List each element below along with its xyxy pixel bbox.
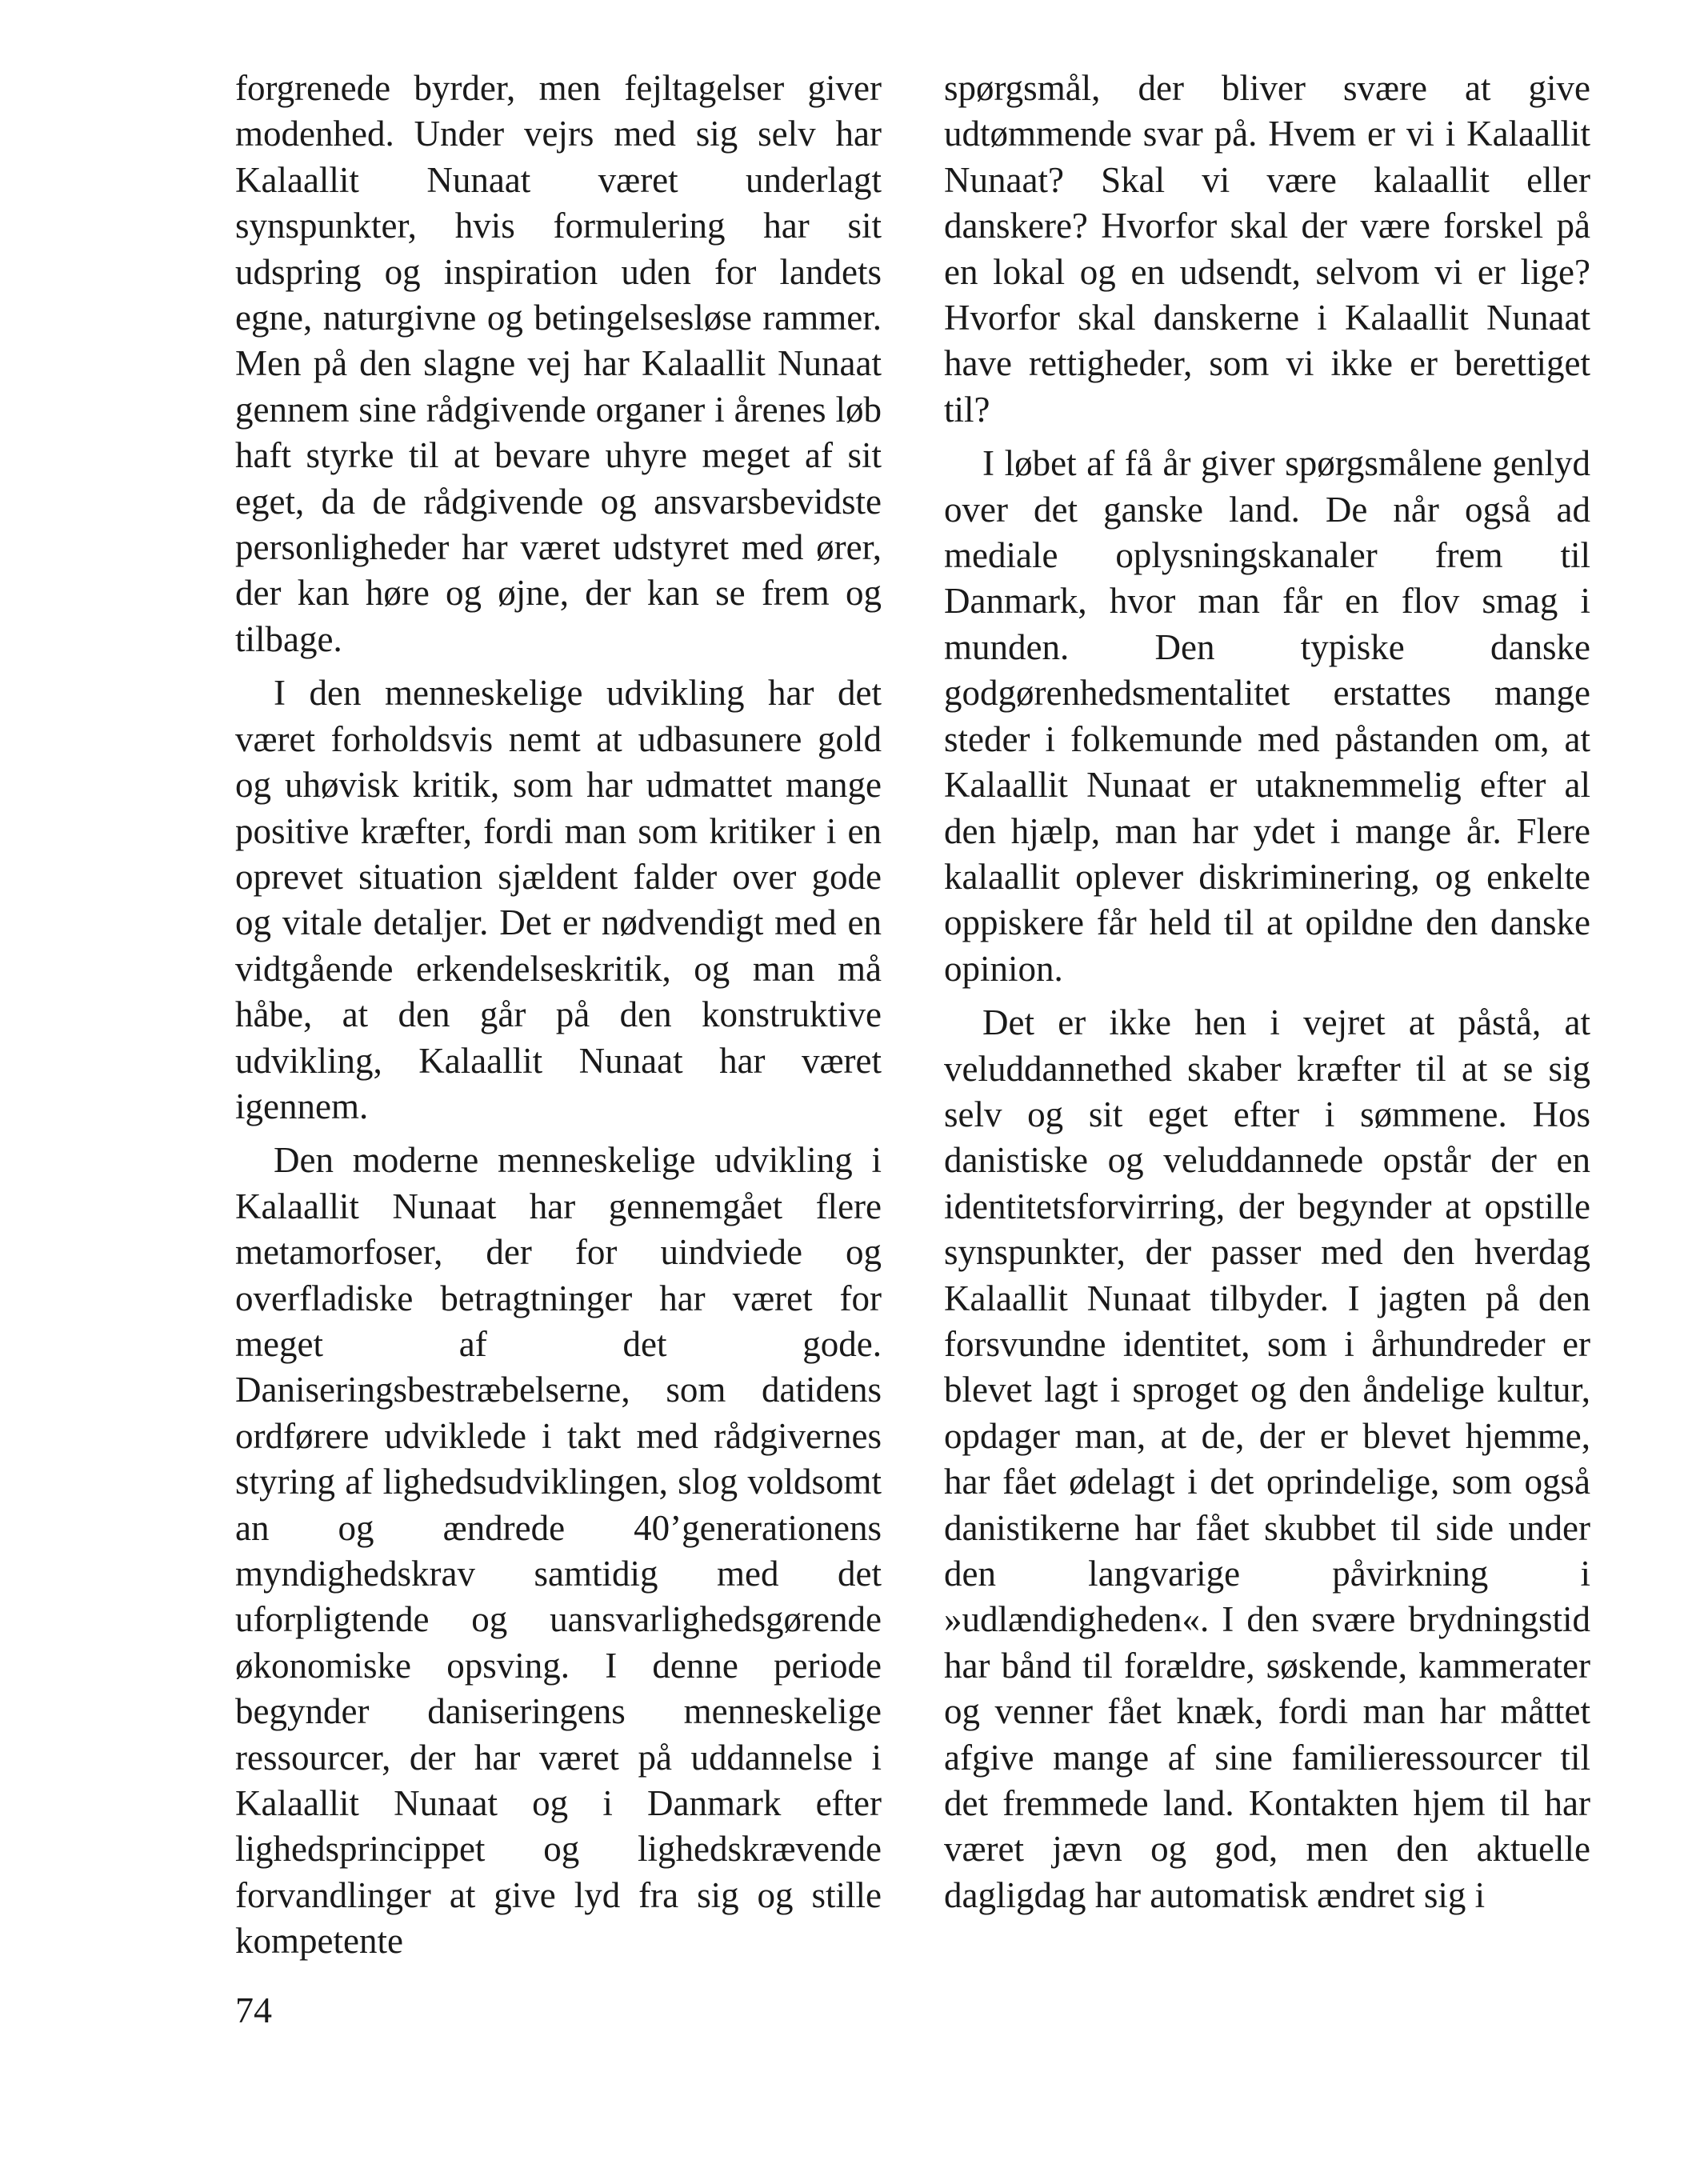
right-paragraph-1: spørgsmål, der bliver svære at give udtømmende svar på. Hvem er vi i Kalaallit Nunaat? Skal vi være kalaallit eller danskere? Hvorfor skal der være forskel på en lokal og en udsendt, selvom vi er lige? Hvorfor skal danskerne i Kalaallit Nunaat have rettigheder, som vi ikke er berettiget til?: [944, 68, 1590, 430]
right-paragraph-2: I løbet af få år giver spørgsmålene genlyd over det ganske land. De når også ad mediale oplysningskanaler frem til Danmark, hvor man får en flov smag i munden. Den typiske danske godgørenhedsmentalitet erstattes mange steder i folkemunde med påstanden om, at Kalaallit Nunaat er utaknemmelig efter al den hjælp, man har ydet i mange år. Flere kalaallit oplever diskriminering, og enkelte oppiskere får held til at opildne den danske opinion.: [944, 443, 1590, 989]
left-text-column: [235, 66, 882, 1965]
right-paragraph-3: Det er ikke hen i vejret at påstå, at veluddannethed skaber kræfter til at se sig selv og sit eget efter i sømmene. Hos danistiske og veluddannede opstår der en identitetsforvirring, der begynder at opstille synspunkter, der passer med den hverdag Kalaallit Nunaat tilbyder. I jagten på den forsvundne identitet, som i århundreder er blevet lagt i sproget og den åndelige kultur, opdager man, at de, der er blevet hjemme, har fået ødelagt i det oprindelige, som også danistikerne har fået skubbet til side under den langvarige påvirkning i »udlændigheden«. I den svære brydningstid har bånd til forældre, søskende, kammerater og venner fået knæk, fordi man har måttet afgive mange af sine familieressourcer til det fremmede land. Kontakten hjem til har været jævn og god, men den aktuelle dagligdag har automatisk ændret sig i: [944, 1002, 1590, 1915]
page-number: 74: [235, 1990, 272, 2030]
left-paragraph-3: Den moderne menneskelige udvikling i Kalaallit Nunaat har gennemgået flere metamorfoser, der for uindviede og overfladiske betragtninger har været for meget af det gode. Daniseringsbestræbelserne, som datidens ordførere udviklede i takt med rådgivernes styring af lighedsudviklingen, slog voldsomt an og ændrede 40’generationens myndighedskrav samtidig med det uforpligtende og uansvarlighedsgørende økonomiske opsving. I denne periode begynder daniseringens menneskelige ressourcer, der har været på uddannelse i Kalaallit Nunaat og i Danmark efter lighedsprincippet og lighedskrævende forvandlinger at give lyd fra sig og stille kompetente: [235, 1140, 882, 1962]
right-text-column: [944, 66, 1590, 1918]
left-paragraph-2: I den menneskelige udvikling har det været forholdsvis nemt at udbasunere gold og uhøvisk kritik, som har udmattet mange positive kræfter, fordi man som kritiker i en oprevet situation sjældent falder over gode og vitale detaljer. Det er nødvendigt med en vidtgående erkendelseskritik, og man må håbe, at den går på den konstruktive udvikling, Kalaallit Nunaat har været igennem.: [235, 673, 882, 1126]
left-paragraph-1: forgrenede byrder, men fejltagelser giver modenhed. Under vejrs med sig selv har Kalaallit Nunaat været underlagt synspunkter, hvis formulering har sit udspring og inspiration uden for landets egne, naturgivne og betingelsesløse rammer. Men på den slagne vej har Kalaallit Nunaat gennem sine rådgivende organer i årenes løb haft styrke til at bevare uhyre meget af sit eget, da de rådgivende og ansvarsbevidste personligheder har været udstyret med ører, der kan høre og øjne, der kan se frem og tilbage.: [235, 68, 882, 659]
